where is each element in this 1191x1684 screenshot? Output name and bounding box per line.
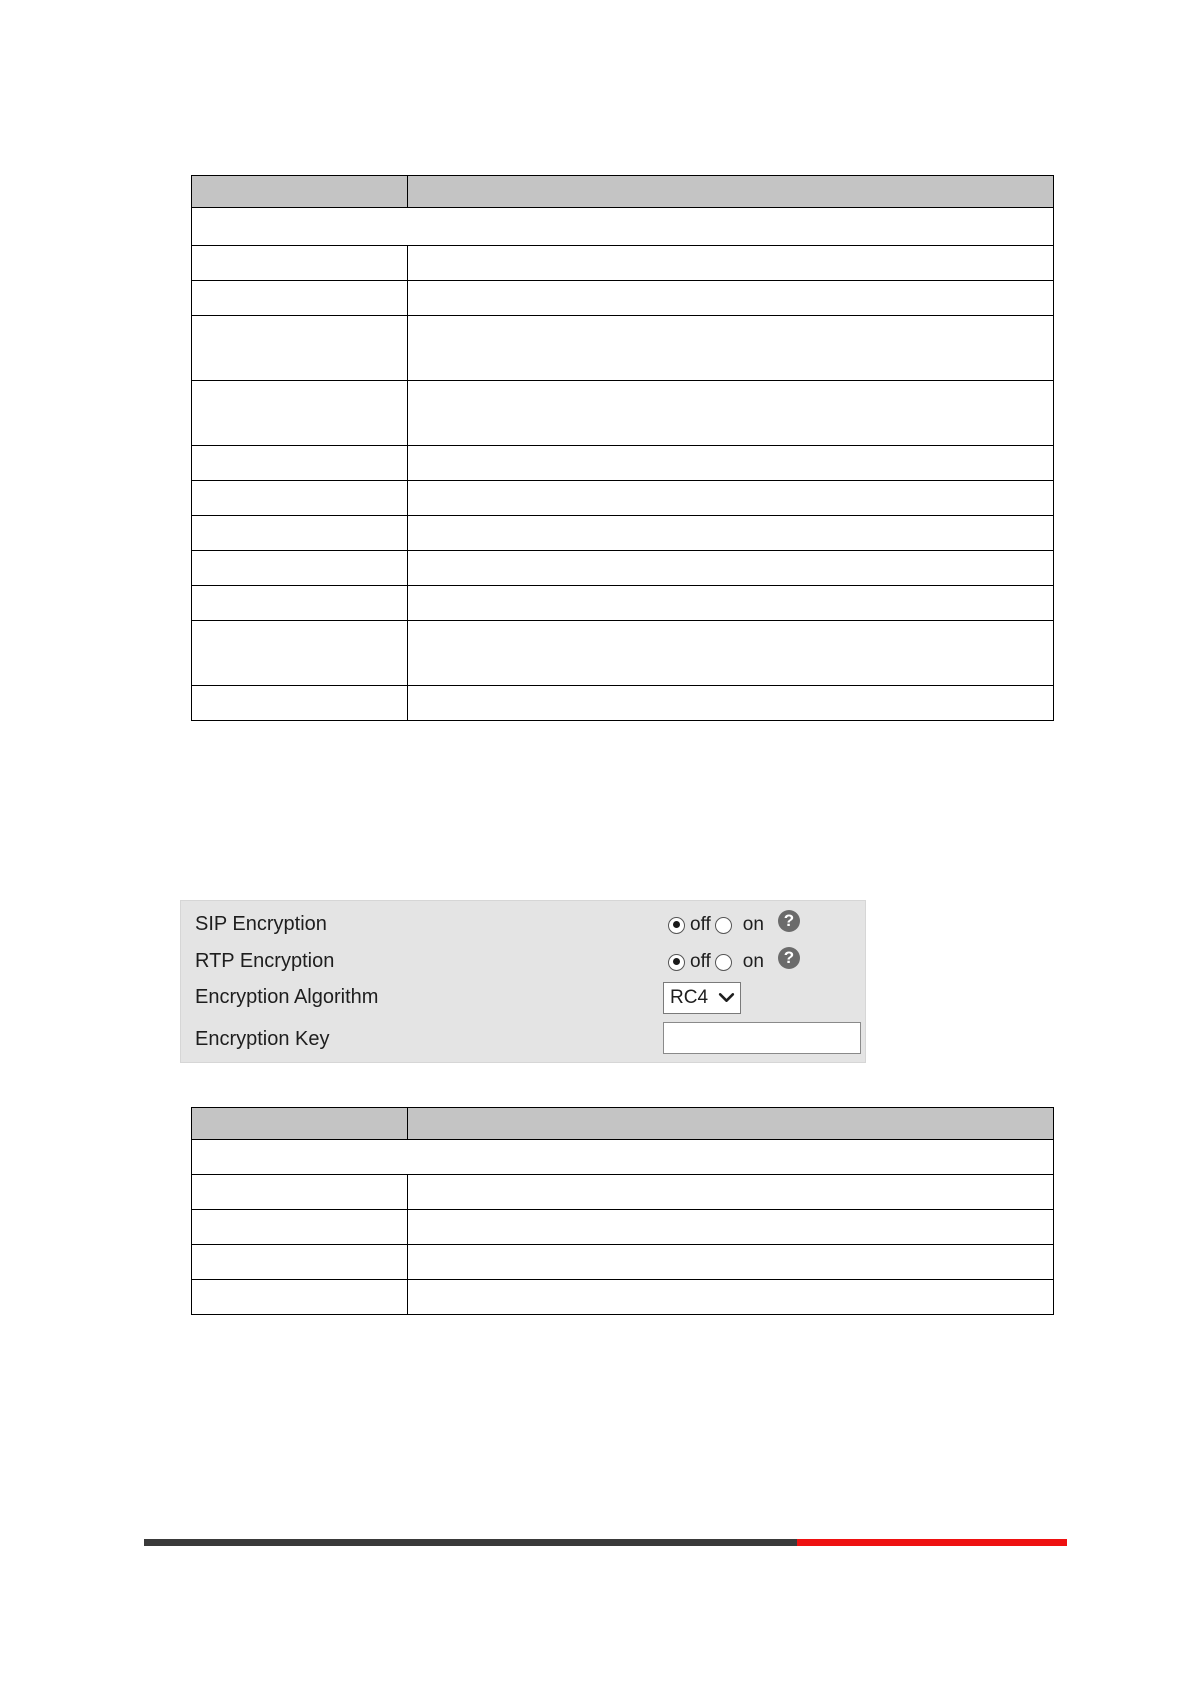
table-row xyxy=(192,316,1054,381)
rtp-encryption-off-radio[interactable] xyxy=(668,954,685,971)
table-cell xyxy=(408,481,1054,516)
footer-bar-dark xyxy=(144,1539,797,1546)
table-section-cell xyxy=(192,208,1054,246)
table-cell xyxy=(192,316,408,381)
sip-encryption-off-label[interactable]: off xyxy=(690,914,711,935)
table-cell xyxy=(192,381,408,446)
table-section-cell xyxy=(192,1140,1054,1175)
table-header-cell xyxy=(408,1108,1054,1140)
footer-bar-red xyxy=(797,1539,1067,1546)
table-row xyxy=(192,281,1054,316)
table-header-row xyxy=(192,176,1054,208)
table-header-row xyxy=(192,1108,1054,1140)
encryption-key-row xyxy=(181,1024,865,1056)
table-row xyxy=(192,381,1054,446)
encryption-settings-panel xyxy=(180,900,866,1063)
table-cell xyxy=(192,481,408,516)
table-cell xyxy=(408,516,1054,551)
parameter-table-top xyxy=(191,175,1054,721)
table-row xyxy=(192,586,1054,621)
table-cell xyxy=(408,1175,1054,1210)
table-row xyxy=(192,1245,1054,1280)
table-cell xyxy=(408,551,1054,586)
table-cell xyxy=(192,1280,408,1315)
encryption-algorithm-value: RC4 xyxy=(670,987,709,1008)
sip-encryption-on-radio[interactable] xyxy=(715,917,732,934)
table-cell xyxy=(192,446,408,481)
rtp-encryption-on-label[interactable]: on xyxy=(742,951,764,972)
parameter-table-bottom xyxy=(191,1107,1054,1315)
table-row xyxy=(192,551,1054,586)
chevron-down-icon xyxy=(718,989,735,1006)
sip-encryption-on-label[interactable]: on xyxy=(742,914,764,935)
table-cell xyxy=(408,586,1054,621)
table-row xyxy=(192,621,1054,686)
table-cell xyxy=(192,586,408,621)
table-header-cell xyxy=(192,1108,408,1140)
question-circle-icon[interactable]: ? xyxy=(778,910,800,932)
encryption-algorithm-select[interactable] xyxy=(663,982,741,1014)
table-row xyxy=(192,1210,1054,1245)
table-section-row xyxy=(192,208,1054,246)
table-cell xyxy=(192,516,408,551)
encryption-key-label: Encryption Key xyxy=(195,1028,330,1050)
sip-encryption-row xyxy=(181,909,865,941)
table-cell xyxy=(408,621,1054,686)
table-cell xyxy=(192,1210,408,1245)
table-header-cell xyxy=(192,176,408,208)
rtp-encryption-off-label[interactable]: off xyxy=(690,951,711,972)
table-cell xyxy=(408,381,1054,446)
table-cell xyxy=(408,1280,1054,1315)
table-row xyxy=(192,1175,1054,1210)
table-cell xyxy=(408,246,1054,281)
table-row xyxy=(192,1280,1054,1315)
table-cell xyxy=(408,281,1054,316)
table-section-row xyxy=(192,1140,1054,1175)
table-cell xyxy=(192,686,408,721)
table-row xyxy=(192,686,1054,721)
table-cell xyxy=(408,1210,1054,1245)
rtp-encryption-radio-group xyxy=(668,948,800,976)
table-row xyxy=(192,516,1054,551)
table-cell xyxy=(408,316,1054,381)
table-cell xyxy=(192,621,408,686)
table-header-cell xyxy=(408,176,1054,208)
table-cell xyxy=(408,446,1054,481)
rtp-encryption-row xyxy=(181,946,865,978)
sip-encryption-off-radio[interactable] xyxy=(668,917,685,934)
table-cell xyxy=(408,1245,1054,1280)
table-cell xyxy=(192,1175,408,1210)
question-circle-icon[interactable]: ? xyxy=(778,947,800,969)
table-cell xyxy=(192,551,408,586)
sip-encryption-radio-group xyxy=(668,911,800,939)
encryption-key-input[interactable] xyxy=(663,1022,861,1054)
table-cell xyxy=(192,246,408,281)
rtp-encryption-on-radio[interactable] xyxy=(715,954,732,971)
table-cell xyxy=(192,1245,408,1280)
encryption-algorithm-label: Encryption Algorithm xyxy=(195,986,379,1008)
table-row xyxy=(192,246,1054,281)
encryption-algorithm-row xyxy=(181,982,865,1014)
table-row xyxy=(192,446,1054,481)
table-cell xyxy=(408,686,1054,721)
table-row xyxy=(192,481,1054,516)
sip-encryption-label: SIP Encryption xyxy=(195,913,327,935)
table-cell xyxy=(192,281,408,316)
rtp-encryption-label: RTP Encryption xyxy=(195,950,335,972)
